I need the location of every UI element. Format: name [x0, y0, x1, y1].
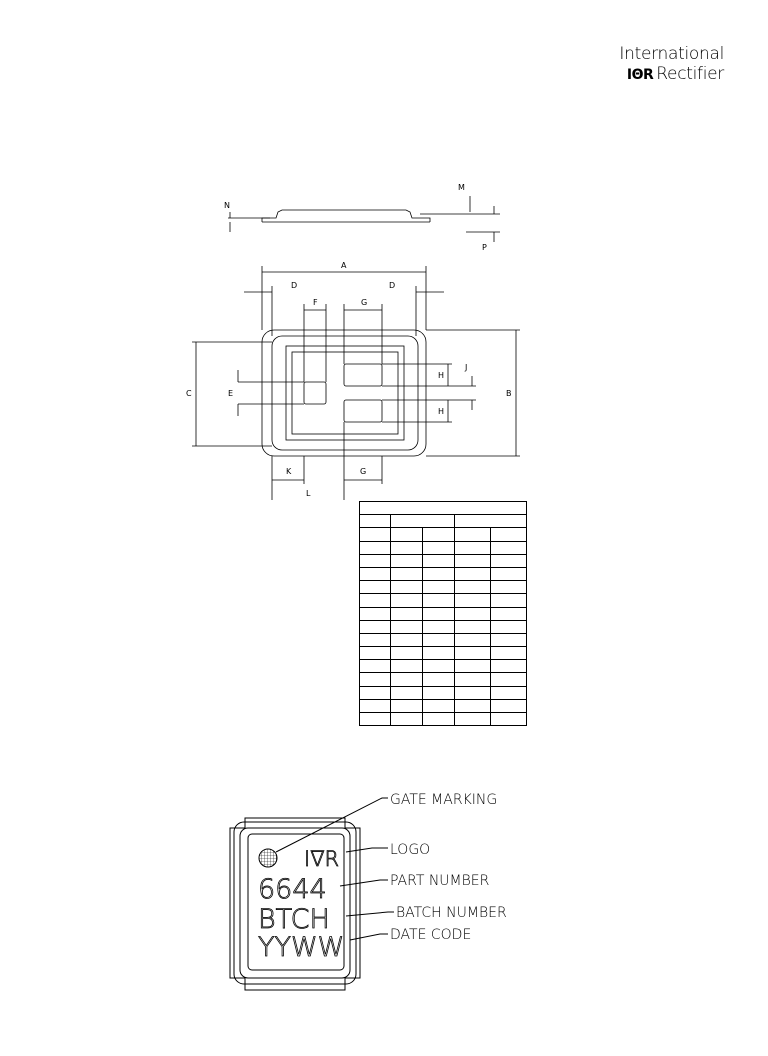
marking-part-number: 6644 — [258, 874, 327, 905]
label-logo: LOGO — [390, 842, 431, 858]
gate-marking-dot — [259, 849, 277, 867]
label-gate-marking: GATE MARKING — [390, 792, 498, 808]
label-part-number: PART NUMBER — [390, 873, 490, 889]
marking-date: YYWW — [258, 932, 345, 963]
dimension-table — [359, 501, 527, 726]
dim-label-g-bottom: G — [360, 467, 367, 476]
dim-label-p: P — [482, 243, 487, 252]
dim-label-d-right: D — [389, 281, 396, 290]
logo-ior-mark: IΘR — [626, 67, 654, 83]
logo-rectifier-text: Rectifier — [656, 64, 724, 84]
logo-line-international: International — [619, 44, 724, 64]
dim-label-l: L — [306, 489, 311, 498]
label-date-code: DATE CODE — [390, 927, 472, 943]
dim-label-a: A — [341, 261, 347, 270]
marking-batch: BTCH — [258, 904, 330, 935]
dim-label-g-top: G — [361, 298, 368, 307]
label-batch-number: BATCH NUMBER — [396, 905, 507, 921]
marking-logo-text: I∇R — [304, 847, 340, 871]
dim-label-n: N — [224, 201, 230, 210]
part-marking-diagram — [0, 756, 768, 1056]
dim-label-b: B — [506, 389, 512, 398]
dim-label-d-left: D — [291, 281, 298, 290]
dim-label-m: M — [458, 183, 465, 192]
dim-label-c: C — [186, 389, 192, 398]
top-view — [192, 266, 520, 500]
dim-label-j: J — [465, 363, 468, 372]
dim-label-f: F — [313, 298, 318, 307]
dim-label-h-top: H — [438, 371, 445, 380]
dim-label-k: K — [286, 467, 292, 476]
dim-label-h-bottom: H — [438, 407, 445, 416]
dim-label-e: E — [228, 389, 234, 398]
side-view — [228, 196, 500, 242]
package-outline-drawing — [0, 0, 768, 500]
